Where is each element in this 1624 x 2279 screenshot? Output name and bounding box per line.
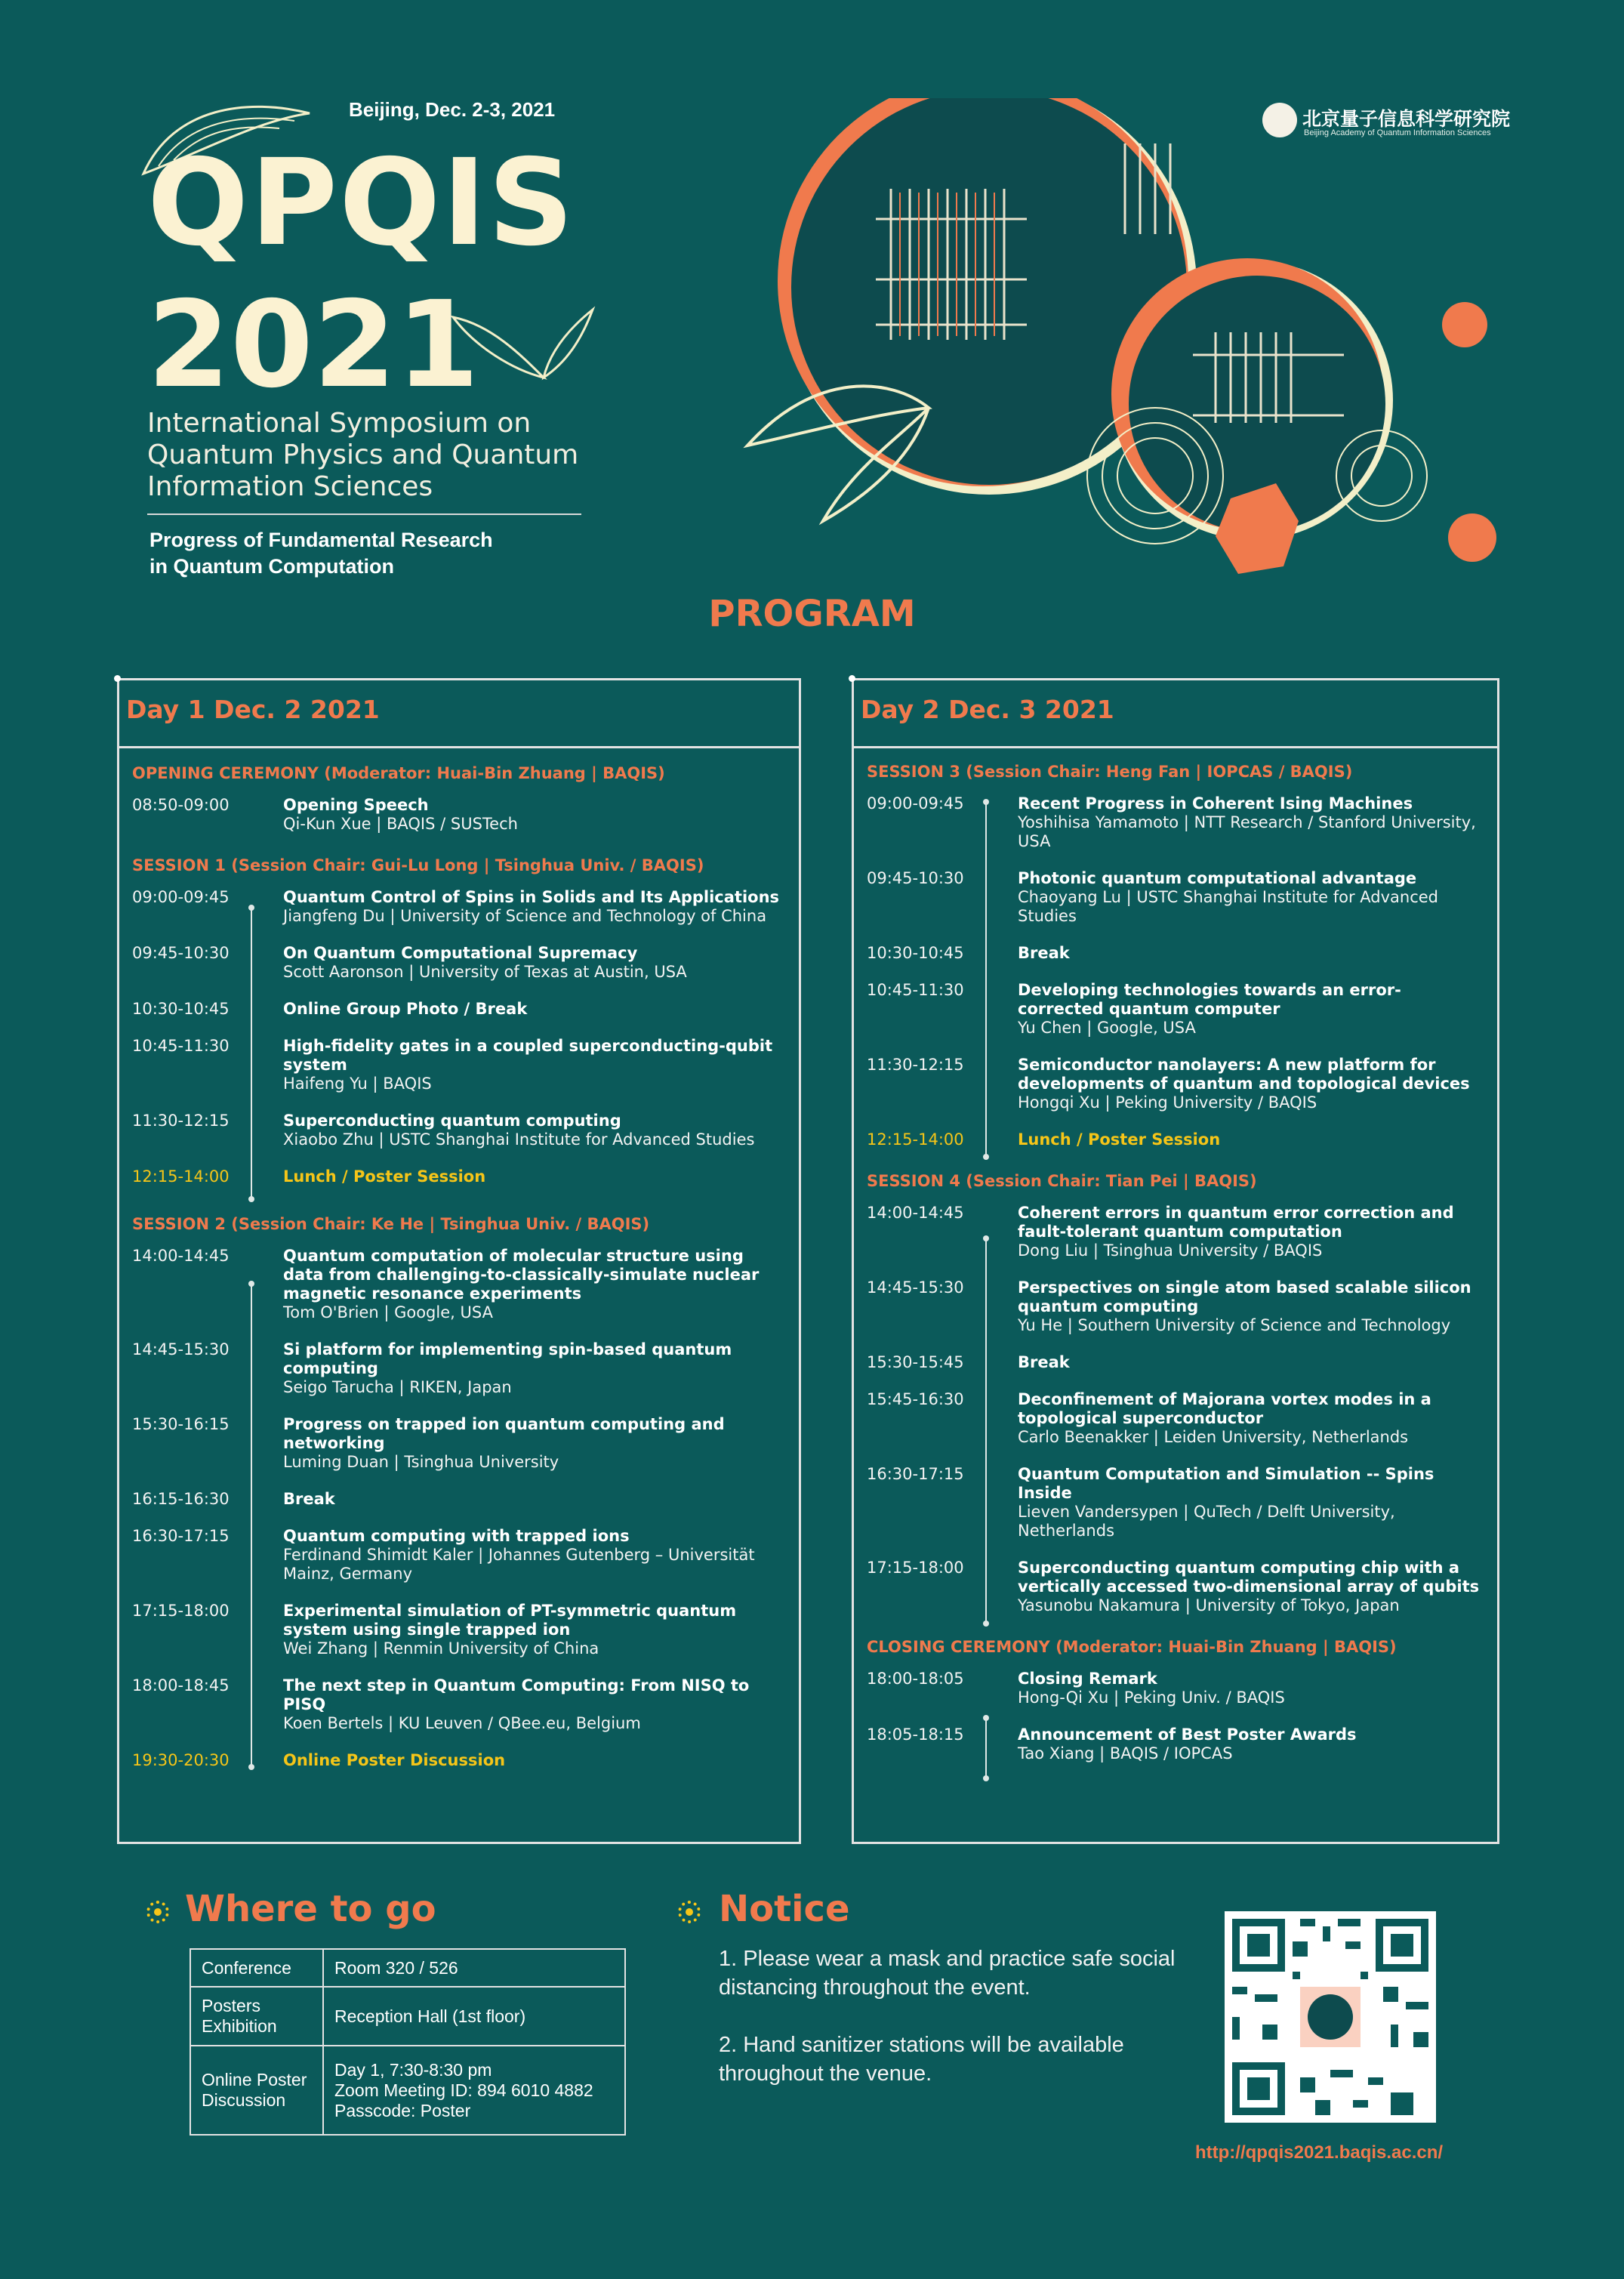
program-item: 15:30-15:45 Break	[867, 1353, 1070, 1371]
program-item: 18:00-18:05 Closing Remark Hong-Qi Xu | Peking Univ. / BAQIS	[867, 1670, 1285, 1707]
symposium-tagline: Progress of Fundamental Research in Quantum Computation	[149, 529, 493, 578]
program-heading: PROGRAM	[708, 593, 916, 635]
leaf-decoration-icon	[445, 302, 596, 385]
venue-value: Room 320 / 526	[323, 1949, 625, 1987]
program-item: 14:00-14:45 Coherent errors in quantum error correction and fault-tolerant quantum computation Dong Liu | Tsinghua University / BAQIS	[867, 1204, 1454, 1260]
program-item: 16:30-17:15 Quantum Computation and Simulation -- Spins Inside Lieven Vandersypen | QuTech / Delft University, Netherlands	[867, 1465, 1434, 1540]
program-item: 18:05-18:15 Announcement of Best Poster Awards Tao Xiang | BAQIS / IOPCAS	[867, 1725, 1357, 1762]
program-item: 12:15-14:00 Lunch / Poster Session	[132, 1167, 486, 1186]
program-item: 11:30-12:15 Semiconductor nanolayers: A new platform for developments of quantum and topological devices Hongqi Xu | Peking University / BAQIS	[867, 1056, 1470, 1112]
notice-title: Notice	[719, 1888, 850, 1930]
session-title: SESSION 3 (Session Chair: Heng Fan | IOPCAS / BAQIS)	[867, 763, 1353, 781]
venue-value: Reception Hall (1st floor)	[323, 1987, 625, 2046]
table-row	[190, 2046, 625, 2135]
sun-bullet-icon	[678, 1901, 701, 1923]
day2-schedule	[867, 763, 1486, 1781]
day2-header	[852, 678, 1497, 748]
program-item: 10:30-10:45 Break	[867, 944, 1070, 962]
table-row	[190, 1949, 625, 1987]
day1-title: Day 1 Dec. 2 2021	[126, 695, 380, 724]
qr-code-icon[interactable]	[1225, 1911, 1436, 2123]
sun-bullet-icon	[146, 1901, 169, 1923]
program-item: 09:00-09:45 Quantum Control of Spins in Solids and Its Applications Jiangfeng Du | University of Science and Technology of China	[132, 888, 780, 925]
timeline-bar	[985, 1718, 987, 1778]
notice-item: 1. Please wear a mask and practice safe social distancing throughout the event.	[719, 1947, 1176, 2000]
program-item: 09:45-10:30 Photonic quantum computational advantage Chaoyang Lu | USTC Shanghai Institute for Advanced Studies	[867, 869, 1439, 925]
program-item: 16:15-16:30 Break	[132, 1490, 335, 1508]
program-item: 11:30-12:15 Superconducting quantum computing Xiaobo Zhu | USTC Shanghai Institute for Advanced Studies	[132, 1112, 755, 1149]
website-link[interactable]: http://qpqis2021.baqis.ac.cn/	[1195, 2142, 1444, 2163]
session-title: SESSION 4 (Session Chair: Tian Pei | BAQIS)	[867, 1172, 1257, 1190]
corner-dot	[114, 675, 121, 682]
program-item: 14:45-15:30 Si platform for implementing spin-based quantum computing Seigo Tarucha | RIKEN, Japan	[132, 1340, 732, 1396]
program-item: 10:45-11:30 Developing technologies towards an error-corrected quantum computer Yu Chen | Google, USA	[867, 981, 1401, 1037]
day1-schedule	[132, 764, 789, 1788]
where-title: Where to go	[185, 1888, 436, 1930]
corner-dot	[849, 675, 855, 682]
session-title: SESSION 2 (Session Chair: Ke He | Tsinghua Univ. / BAQIS)	[132, 1215, 650, 1233]
institution-name: 北京量子信息科学研究院	[1302, 108, 1511, 130]
venue-label: Conference	[190, 1949, 323, 1987]
program-item: 14:45-15:30 Perspectives on single atom based scalable silicon quantum computing Yu He | Southern University of Science and Technology	[867, 1278, 1471, 1334]
program-item: 14:00-14:45 Quantum computation of molecular structure using data from challenging-to-classically-simulate nuclear magnetic resonance experiments Tom O'Brien | Google, USA	[132, 1247, 760, 1321]
session-title: OPENING CEREMONY (Moderator: Huai-Bin Zhuang | BAQIS)	[132, 764, 665, 782]
program-item: 08:50-09:00 Opening Speech Qi-Kun Xue | BAQIS / SUSTech	[132, 796, 518, 833]
program-item: 09:00-09:45 Recent Progress in Coherent Ising Machines Yoshihisa Yamamoto | NTT Research / Stanford University, USA	[867, 794, 1476, 850]
program-item: 17:15-18:00 Superconducting quantum computing chip with a vertically accessed two-dimensional array of qubits Yasunobu Nakamura | University of Tokyo, Japan	[867, 1559, 1480, 1614]
program-item: 09:45-10:30 On Quantum Computational Supremacy Scott Aaronson | University of Texas at Austin, USA	[132, 944, 687, 981]
timeline-bar	[251, 1284, 252, 1767]
program-item: 16:30-17:15 Quantum computing with trapped ions Ferdinand Shimidt Kaler | Johannes Gutenberg – Universität Mainz, Germany	[132, 1527, 755, 1583]
program-item: 10:45-11:30 High-fidelity gates in a coupled superconducting-qubit system Haifeng Yu | BAQIS	[132, 1037, 773, 1093]
event-date: Beijing, Dec. 2-3, 2021	[349, 98, 556, 121]
program-item: 15:45-16:30 Deconfinement of Majorana vortex modes in a topological superconductor Carlo Beenakker | Leiden University, Netherlands	[867, 1390, 1431, 1446]
timeline-bar	[985, 802, 987, 1157]
quantum-chip-illustration	[702, 98, 1502, 581]
venue-table	[190, 1948, 626, 2136]
program-item: 17:15-18:00 Experimental simulation of PT-symmetric quantum system using single trapped ion Wei Zhang | Renmin University of China	[132, 1602, 737, 1658]
logo-title: QPQIS	[147, 134, 576, 273]
venue-value: Day 1, 7:30-8:30 pm Zoom Meeting ID: 894 6010 4882 Passcode: Poster	[323, 2046, 625, 2135]
divider	[147, 513, 581, 515]
institution-english-name: Beijing Academy of Quantum Information Sciences	[1304, 128, 1491, 137]
program-item: 12:15-14:00 Lunch / Poster Session	[867, 1130, 1221, 1149]
day2-title: Day 2 Dec. 3 2021	[861, 695, 1114, 724]
notice-list	[719, 1944, 1187, 2117]
program-item: 18:00-18:45 The next step in Quantum Computing: From NISQ to PISQ Koen Bertels | KU Leuven / QBee.eu, Belgium	[132, 1676, 750, 1732]
venue-label: Online Poster Discussion	[190, 2046, 323, 2135]
program-item: 19:30-20:30 Online Poster Discussion	[132, 1751, 506, 1769]
timeline-bar	[251, 908, 252, 1199]
program-item: 10:30-10:45 Online Group Photo / Break	[132, 1000, 528, 1018]
notice-item: 2. Hand sanitizer stations will be available throughout the venue.	[719, 2033, 1124, 2086]
table-row	[190, 1987, 625, 2046]
logo-year: 2021	[147, 276, 479, 415]
symposium-subtitle: International Symposium on Quantum Physics and Quantum Information Sciences	[147, 408, 579, 502]
session-title: SESSION 1 (Session Chair: Gui-Lu Long | Tsinghua Univ. / BAQIS)	[132, 856, 704, 874]
venue-label: Posters Exhibition	[190, 1987, 323, 2046]
session-title: CLOSING CEREMONY (Moderator: Huai-Bin Zhuang | BAQIS)	[867, 1638, 1397, 1656]
program-item: 15:30-16:15 Progress on trapped ion quantum computing and networking Luming Duan | Tsinghua University	[132, 1415, 725, 1471]
day1-header	[117, 678, 799, 748]
timeline-bar	[985, 1238, 987, 1624]
